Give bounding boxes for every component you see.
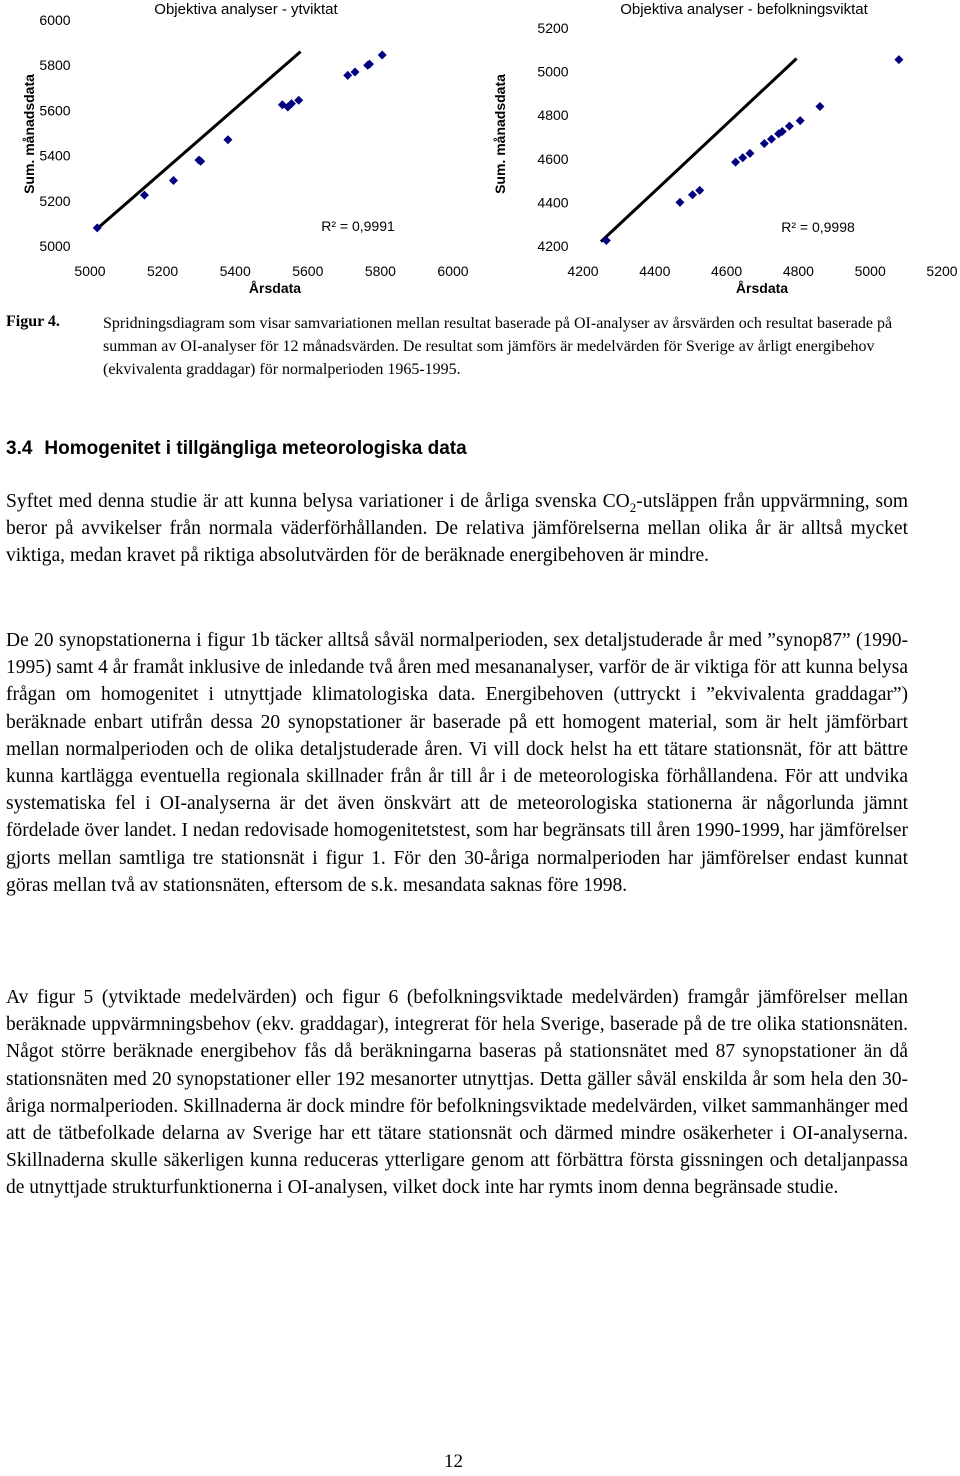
data-point xyxy=(695,186,704,195)
scatter-chart-ytviktat xyxy=(0,0,480,300)
y-tick-label: 4800 xyxy=(537,107,569,124)
data-point xyxy=(731,158,740,167)
y-axis-label: Sum. månadsdata xyxy=(21,74,37,194)
data-point xyxy=(378,51,387,60)
data-point xyxy=(169,176,178,185)
data-point xyxy=(688,190,697,199)
data-point xyxy=(785,122,794,131)
figure-label: Figur 4. xyxy=(6,313,60,330)
paragraph-1-text-cont: -utsläppen från uppvärmning, som beror på avvikelser från normala väderförhållanden. De relativa jämförelserna mellan olika år är alltså mycket viktiga, medan kravet på riktiga absolutvärden för de beräknade energibehoven är mindre. xyxy=(6,491,908,567)
page-number: 12 xyxy=(444,1451,463,1472)
x-tick-label: 4400 xyxy=(639,263,671,279)
y-tick-label: 5000 xyxy=(537,63,569,80)
x-tick-label: 5200 xyxy=(926,263,958,279)
y-tick-label: 6000 xyxy=(39,12,71,28)
x-axis-label: Årsdata xyxy=(248,280,302,296)
chart-title: Objektiva analyser - befolkningsviktat xyxy=(620,1,868,18)
y-axis-label: Sum. månadsdata xyxy=(492,74,508,194)
x-tick-label: 5000 xyxy=(74,263,106,279)
x-tick-label: 4600 xyxy=(711,263,743,279)
section-title: Homogenitet i tillgängliga meteorologiska data xyxy=(44,438,467,459)
y-tick-label: 4600 xyxy=(537,150,569,167)
y-tick-label: 5200 xyxy=(537,20,569,36)
section-number: 3.4 xyxy=(6,438,33,459)
paragraph-1-text: Syftet med denna studie är att kunna belysa variationer i de årliga svenska CO xyxy=(6,491,630,512)
x-tick-label: 5200 xyxy=(147,263,179,279)
r-squared-label: R² = 0,9991 xyxy=(321,218,395,234)
data-point xyxy=(745,149,754,158)
data-point xyxy=(894,55,903,64)
data-point xyxy=(815,102,824,111)
y-tick-label: 5400 xyxy=(39,147,71,164)
data-point xyxy=(602,236,611,245)
x-tick-label: 5600 xyxy=(292,263,324,279)
chart-title: Objektiva analyser - ytviktat xyxy=(154,1,338,18)
section-heading xyxy=(6,438,467,460)
data-point xyxy=(738,153,747,162)
scatter-chart-befolkningsviktat xyxy=(480,0,960,300)
r-squared-label: R² = 0,9998 xyxy=(781,219,855,235)
data-point xyxy=(675,198,684,207)
y-tick-label: 4200 xyxy=(537,238,569,254)
x-tick-label: 4200 xyxy=(567,263,599,279)
y-tick-label: 5000 xyxy=(39,238,71,254)
x-tick-label: 4800 xyxy=(782,263,814,279)
data-point xyxy=(796,116,805,125)
y-tick-label: 5200 xyxy=(39,192,71,209)
x-axis-label: Årsdata xyxy=(735,280,789,296)
x-tick-label: 5000 xyxy=(854,263,886,279)
paragraph-2: De 20 synopstationerna i figur 1b täcker alltså såväl normalperioden, sex detaljstuderade år med ”synop87” (1990-1995) samt 4 år framåt inklusive de inledande två åren med mesananalyser, varför de är viktiga för att kunna belysa frågan om homogenitet i utnyttjade klimatologiska data. Energibehoven (uttryckt i ”ekvivalenta graddagar”) beräknade enbart utifrån dessa 20 synopstationer är baserade på ett homogent material, som är helt jämförbart mellan normalperioden och de olika detaljstuderade åren. Vi vill dock helst ha ett tätare stationsnät, för att bättre kunna kartlägga eventuella regionala skillnader från år till år i de meteorologiska förhållandena. För att undvika systematiska fel i OI-analyserna är det även önskvärt att de meteorologiska stationerna är någorlunda jämnt fördelade över landet. I nedan redovisade homogenitetstest, som har begränsats till åren 1990-1999, har jämförelser gjorts mellan samtliga tre stationsnät i figur 1. För den 30-åriga normalperioden har jämförelser endast kunnat göras mellan två av stationsnäten, eftersom de s.k. mesandata saknas före 1998. xyxy=(6,630,908,896)
data-point xyxy=(223,135,232,144)
subscript: 2 xyxy=(629,499,637,515)
paragraph-1 xyxy=(6,488,908,570)
data-point xyxy=(760,139,769,148)
figure-caption: Spridningsdiagram som visar samvariationen mellan resultat baserade på OI-analyser av årsvärden och resultat baserade på summan av OI-analyser för 12 månadsvärden. De resultat som jämförs är medelvärden för Sverige av årligt energibehov (ekvivalenta graddagar) för normalperioden 1965-1995. xyxy=(103,315,893,378)
data-point xyxy=(767,135,776,144)
y-tick-label: 4400 xyxy=(537,194,569,211)
y-tick-label: 5600 xyxy=(39,102,71,119)
trendline xyxy=(95,52,300,231)
y-tick-label: 5800 xyxy=(39,57,71,74)
paragraph-3: Av figur 5 (ytviktade medelvärden) och figur 6 (befolkningsviktade medelvärden) framgår jämförelser mellan beräknade uppvärmningsbehov (ekv. graddagar), integrerat för hela Sverige, baserade på de tre olika stationsnäten. Något större beräknade energibehov fås då beräkningarna baseras på stationsnätet med 87 synopstationer än då stationsnäten med 20 synopstationer eller 192 mesanorter utnyttjas. Detta gäller såväl enskilda år som hela den 30-åriga normalperioden. Skillnaderna är dock mindre för befolkningsviktade medelvärden, vilket sammanhänger med att de tätbefolkade delarna av Sverige har ett tätare stationsnät och därmed mindre osäkerheter i OI-analyserna. Skillnaderna skulle säkerligen kunna reduceras ytterligare genom att förbättra första gissningen och detaljanpassa de utnyttjade strukturfunktionerna i OI-analysen, vilket dock inte har rymts inom denna begränsade studie. xyxy=(6,987,908,1199)
x-tick-label: 6000 xyxy=(437,263,469,279)
x-tick-label: 5400 xyxy=(219,263,251,279)
x-tick-label: 5800 xyxy=(364,263,396,279)
trendline xyxy=(601,59,797,242)
